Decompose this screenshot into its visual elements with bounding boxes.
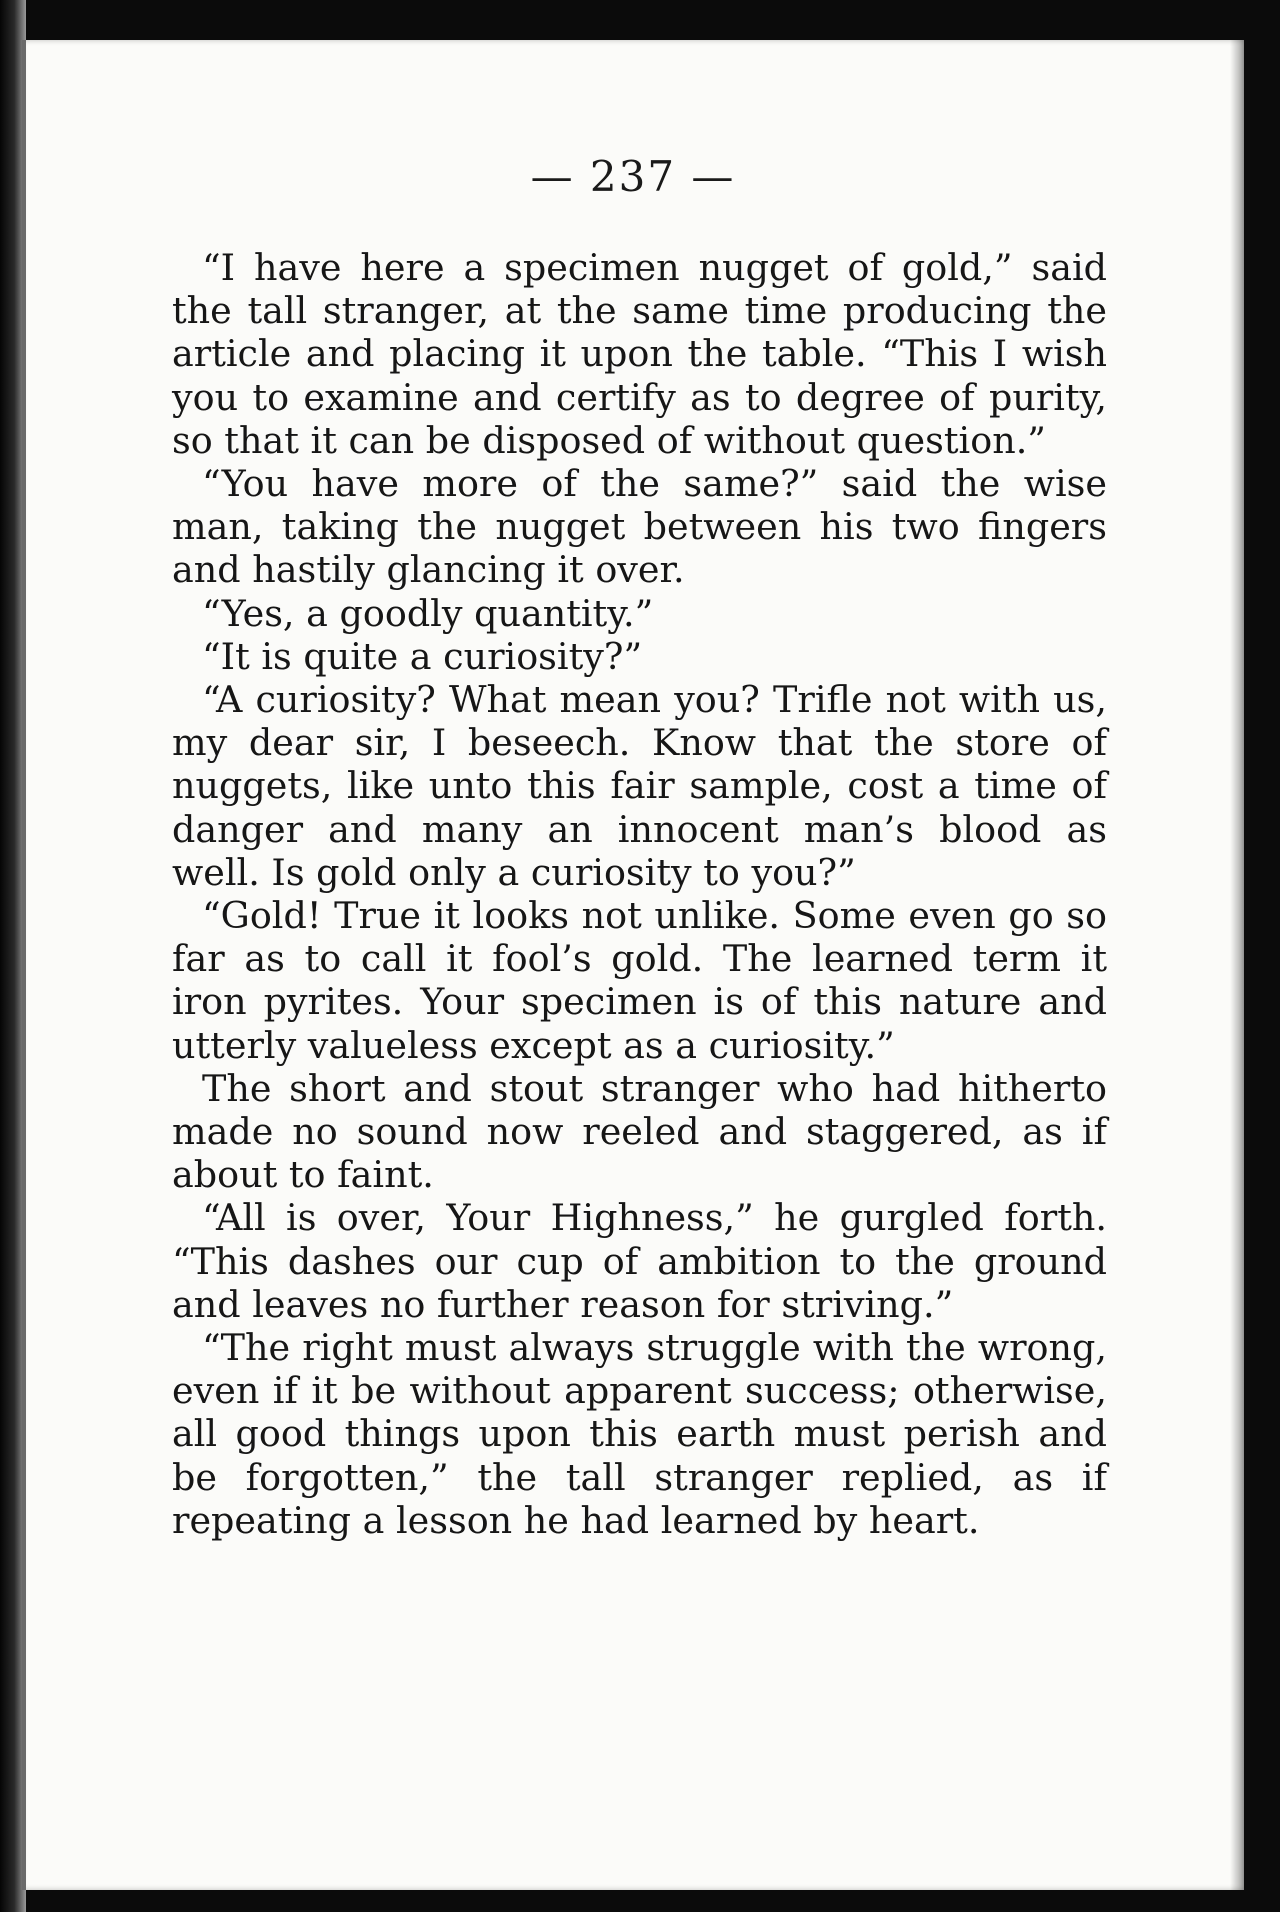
page-edge-shadow: [1230, 40, 1244, 1890]
book-page: [22, 40, 1244, 1890]
page-number: — 237 —: [530, 152, 736, 201]
page-body-text: [172, 246, 1107, 1542]
paragraph: “Yes, a goodly quantity.”: [202, 591, 654, 635]
paragraph: “All is over, Your Highness,” he gurgled forth. “This dashes our cup of ambition to the ground and leaves no further reason for striving.”: [172, 1196, 1107, 1326]
paragraph: “I have here a specimen nugget of gold,” said the tall stranger, at the same time producing the article and placing it upon the table. “This I wish you to examine and certify as to degree of purity, so that it can be disposed of without question.”: [172, 246, 1107, 462]
paragraph: “The right must always struggle with the wrong, even if it be without apparent success; otherwise, all good things upon this earth must perish and be forgotten,” the tall stranger replied, as if repeating a lesson he had learned by heart.: [172, 1326, 1107, 1542]
paragraph: The short and stout stranger who had hitherto made no sound now reeled and staggered, as if about to faint.: [172, 1066, 1107, 1197]
paragraph: “A curiosity? What mean you? Trifle not with us, my dear sir, I beseech. Know that the store of nuggets, like unto this fair sample, cost a time of danger and many an innocent man’s blood as well. Is gold only a curiosity to you?”: [172, 678, 1107, 894]
page-gutter-edge: [22, 40, 26, 1890]
paragraph: “You have more of the same?” said the wise man, taking the nugget between his two fingers and hastily glancing it over.: [172, 462, 1107, 592]
paragraph: “Gold! True it looks not unlike. Some even go so far as to call it fool’s gold. The learned term it iron pyrites. Your specimen is of this nature and utterly valueless except as a curiosity.”: [172, 894, 1107, 1067]
paragraph: “It is quite a curiosity?”: [202, 634, 643, 678]
